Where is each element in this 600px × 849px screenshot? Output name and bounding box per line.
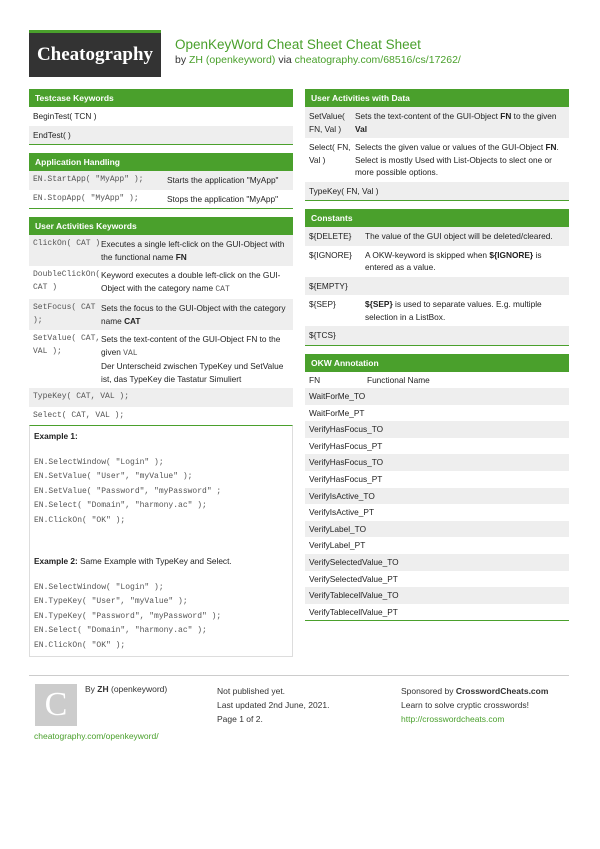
okw-item-text: WaitForMe_TO xyxy=(309,391,366,402)
row-keyword: ${SEP} xyxy=(309,299,336,309)
desc-text: Sets the text-content of the GUI-Object FN to the given xyxy=(101,334,281,357)
right-column xyxy=(305,89,569,629)
footer-author-handle: (openkeyword) xyxy=(108,684,168,694)
row-keyword: TypeKey( CAT, VAL ); xyxy=(33,392,130,401)
example-2-title xyxy=(34,554,288,569)
table-row xyxy=(305,107,569,138)
desc-text: Der Unterscheid zwischen TypeKey und SetValue ist, das TypeKey die Tastatur Simuliert xyxy=(101,361,284,384)
code-line: EN.SelectWindow( "Login" ); xyxy=(34,457,164,467)
row-keyword: ${TCS} xyxy=(309,330,336,340)
okw-annotation-box xyxy=(305,354,569,622)
row-keyword: SetValue( CAT, VAL ); xyxy=(33,334,101,356)
okw-list-item xyxy=(305,438,569,455)
page-title[interactable]: OpenKeyWord Cheat Sheet Cheat Sheet xyxy=(175,37,421,52)
okw-item-text: VerifyLabel_PT xyxy=(309,540,366,551)
desc-text: Executes a single left-click on the GUI-Object with the functional name xyxy=(101,239,285,262)
code-line: EN.Select( "Domain", "harmony.ac" ); xyxy=(34,626,207,635)
row-keyword: ClickOn( CAT ) xyxy=(33,239,101,248)
okw-list-item xyxy=(305,571,569,588)
row-text: EndTest( ) xyxy=(33,129,71,140)
table-row xyxy=(305,246,569,277)
sponsor-name[interactable]: CrosswordCheats.com xyxy=(455,686,549,696)
okw-list-item xyxy=(305,488,569,505)
table-row xyxy=(29,299,293,330)
user-activities-keywords-box xyxy=(29,217,293,425)
okw-item-text: VerifyHasFocus_TO xyxy=(309,424,384,435)
table-row xyxy=(29,407,293,426)
desc-bold: FN xyxy=(175,251,187,262)
code-line: EN.TypeKey( "Password", "myPassword" ); xyxy=(34,611,222,621)
row-keyword: Select( CAT, VAL ); xyxy=(33,410,125,420)
code-line: EN.Select( "Domain", "harmony.ac" ); xyxy=(34,501,207,510)
table-row xyxy=(29,126,293,145)
row-description xyxy=(355,141,565,179)
desc-mono: CAT xyxy=(215,284,230,294)
okw-list-item xyxy=(305,604,569,621)
row-description xyxy=(365,298,565,323)
okw-list xyxy=(305,388,569,620)
desc-text: A OKW-keyword is skipped when xyxy=(365,249,490,260)
byline-via: via xyxy=(278,54,292,66)
desc-text: . Select is mostly Used with List-Objects to slect one or more possible options. xyxy=(355,142,559,177)
row-description xyxy=(365,249,565,274)
okw-item-text: VerifyTablecellValue_PT xyxy=(309,606,398,617)
left-column xyxy=(29,89,293,657)
row-keyword: EN.StopApp( "MyApp" ); xyxy=(33,193,139,203)
okw-list-item xyxy=(305,587,569,604)
row-keyword: Select( FN, Val ) xyxy=(309,142,351,165)
desc-text: to the given xyxy=(511,111,557,121)
desc-mono: VAL xyxy=(123,348,138,358)
testcase-keywords-header: Testcase Keywords xyxy=(29,89,293,107)
okw-list-item xyxy=(305,454,569,471)
sponsor-url-link[interactable]: http://crosswordcheats.com xyxy=(401,714,505,724)
okw-list-item xyxy=(305,504,569,521)
table-row xyxy=(305,326,569,345)
desc-text: is entered as a value. xyxy=(365,249,542,272)
example-2-label: Example 2: xyxy=(34,556,78,566)
okw-item-text: VerifyHasFocus_PT xyxy=(309,474,383,485)
footer xyxy=(29,675,569,741)
desc-bold: ${IGNORE} xyxy=(489,249,534,260)
table-row xyxy=(29,190,293,209)
desc-text: Selects the given value or values of the GUI-Object xyxy=(355,142,546,152)
table-row xyxy=(29,388,293,407)
constants-box xyxy=(305,209,569,346)
row-description xyxy=(101,333,289,385)
author-avatar[interactable]: C xyxy=(35,684,77,726)
okw-list-item xyxy=(305,471,569,488)
user-activities-data-box xyxy=(305,89,569,201)
okw-item-text: VerifyIsActive_TO xyxy=(309,490,375,501)
okw-item-text: VerifySelectedValue_TO xyxy=(309,557,399,568)
row-description: The value of the GUI object will be deleted/cleared. xyxy=(365,231,553,241)
footer-author xyxy=(85,684,167,694)
example-2-desc: Same Example with TypeKey and Select. xyxy=(77,556,232,566)
code-line: EN.SetValue( "Password", "myPassword" ; xyxy=(34,486,222,496)
row-keyword: ${DELETE} xyxy=(309,231,352,241)
okw-list-item xyxy=(305,537,569,554)
published-status: Not published yet. xyxy=(217,686,286,696)
footer-sponsor xyxy=(401,684,548,726)
user-activities-keywords-header: User Activities Keywords xyxy=(29,217,293,235)
desc-text: Sets the text-content of the GUI-Object xyxy=(355,111,501,121)
okw-list-item xyxy=(305,554,569,571)
desc-bold: FN xyxy=(545,142,557,152)
last-updated: Last updated 2nd June, 2021. xyxy=(217,700,330,710)
table-row xyxy=(305,182,569,201)
code-line: EN.SetValue( "User", "myValue" ); xyxy=(34,472,193,481)
table-row xyxy=(29,330,293,388)
sponsor-tagline: Learn to solve cryptic crosswords! xyxy=(401,700,530,710)
table-row xyxy=(305,227,569,246)
byline xyxy=(175,54,461,66)
desc-text: Sets the focus to the GUI-Object with the category name xyxy=(101,303,286,326)
footer-publish-info xyxy=(217,684,329,726)
constants-header: Constants xyxy=(305,209,569,227)
author-link[interactable]: ZH (openkeyword) xyxy=(189,54,276,66)
code-line: EN.TypeKey( "User", "myValue" ); xyxy=(34,597,188,606)
row-description: Starts the application "MyApp" xyxy=(167,175,279,185)
okw-item-text: WaitForMe_PT xyxy=(309,407,365,418)
row-keyword: ${IGNORE} xyxy=(309,249,352,260)
footer-by: By xyxy=(85,684,95,694)
application-handling-header: Application Handling xyxy=(29,153,293,171)
table-row xyxy=(29,171,293,190)
table-row xyxy=(29,107,293,126)
testcase-keywords-box xyxy=(29,89,293,145)
desc-bold: CAT xyxy=(124,315,141,326)
sheet-url-link[interactable]: cheatography.com/68516/cs/17262/ xyxy=(294,54,461,66)
row-keyword: ${EMPTY} xyxy=(309,280,348,291)
column-header: FN xyxy=(309,374,321,385)
desc-text: is used to separate values. E.g. multiple selection in a ListBox. xyxy=(365,299,542,322)
okw-item-text: VerifyTablecellValue_TO xyxy=(309,590,399,601)
okw-list-item xyxy=(305,521,569,538)
row-keyword: SetValue( FN, Val ) xyxy=(309,111,345,134)
row-text: BeginTest( TCN ) xyxy=(33,111,97,121)
row-keyword: EN.StartApp( "MyApp" ); xyxy=(33,175,144,184)
okw-item-text: VerifyHasFocus_TO xyxy=(309,457,384,468)
row-keyword: DoubleClickOn( CAT ) xyxy=(33,270,101,292)
cheatography-logo[interactable]: Cheatography xyxy=(29,30,161,77)
row-keyword: TypeKey( FN, Val ) xyxy=(309,185,379,196)
table-row xyxy=(305,295,569,326)
desc-text: Keyword executes a double left-click on the GUI-Object with the category name xyxy=(101,270,281,293)
table-row xyxy=(29,266,293,299)
row-description xyxy=(355,110,565,135)
desc-bold: FN xyxy=(500,111,512,121)
code-line: EN.ClickOn( "OK" ); xyxy=(34,640,126,650)
okw-item-text: VerifyLabel_TO xyxy=(309,523,367,534)
desc-bold: Val xyxy=(355,123,367,134)
okw-item-text: VerifyIsActive_PT xyxy=(309,507,375,518)
application-handling-box xyxy=(29,153,293,209)
row-description xyxy=(101,269,289,296)
page-number: Page 1 of 2. xyxy=(217,714,263,724)
okw-annotation-header: OKW Annotation xyxy=(305,354,569,372)
okw-list-item xyxy=(305,388,569,405)
desc-bold: ${SEP} xyxy=(365,299,393,309)
sponsor-line xyxy=(401,684,548,698)
sponsor-prefix: Sponsored by xyxy=(401,686,456,696)
row-description xyxy=(101,238,289,263)
code-line: EN.SelectWindow( "Login" ); xyxy=(34,582,164,592)
column-header: Functional Name xyxy=(367,374,430,385)
okw-item-text: VerifySelectedValue_PT xyxy=(309,573,398,584)
user-activities-data-header: User Activities with Data xyxy=(305,89,569,107)
okw-list-item xyxy=(305,405,569,422)
okw-list-item xyxy=(305,421,569,438)
byline-by: by xyxy=(175,54,187,66)
table-row xyxy=(305,138,569,182)
table-row xyxy=(29,235,293,266)
code-line: EN.ClickOn( "OK" ); xyxy=(34,515,126,525)
table-header-row xyxy=(305,372,569,389)
row-description: Stops the application "MyApp" xyxy=(167,193,279,204)
row-description xyxy=(101,302,289,327)
author-profile-link[interactable]: cheatography.com/openkeyword/ xyxy=(34,731,159,741)
table-row xyxy=(305,277,569,296)
okw-item-text: VerifyHasFocus_PT xyxy=(309,440,383,451)
example-1-title: Example 1: xyxy=(34,431,78,441)
footer-author-name[interactable]: ZH xyxy=(97,684,109,694)
examples-box xyxy=(29,425,293,657)
row-keyword: SetFocus( CAT ); xyxy=(33,303,96,325)
